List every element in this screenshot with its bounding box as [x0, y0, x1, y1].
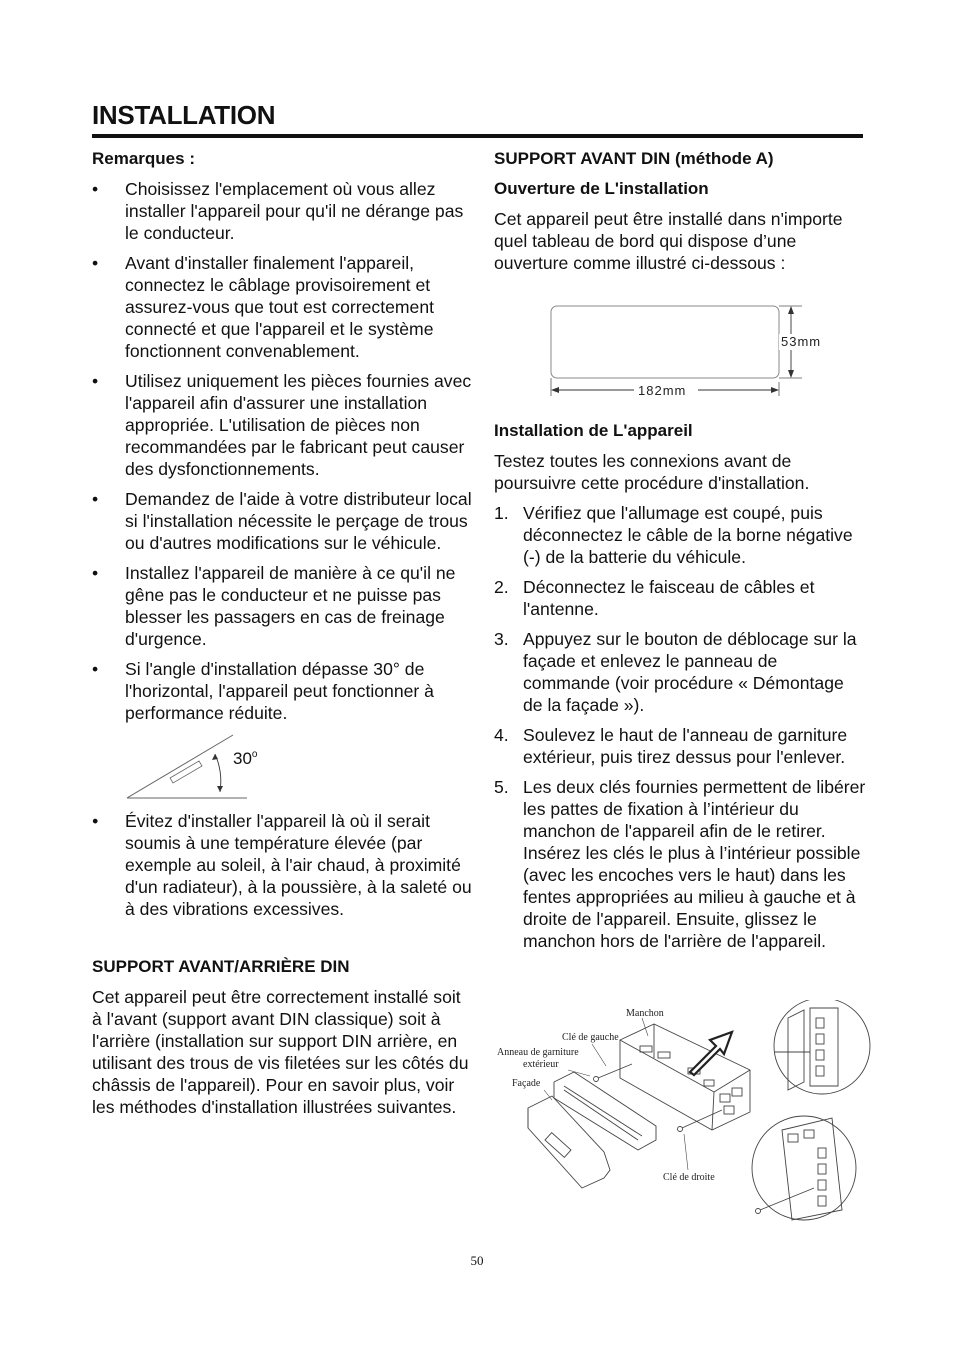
bullet-icon: •	[92, 489, 99, 509]
step-text: Soulevez le haut de l'anneau de garniture extérieur, puis tirez dessus pour l'enlever.	[523, 725, 848, 767]
bullet-text: Si l'angle d'installation dépasse 30° de l'horizontal, l'appareil peut fonctionner à performance réduite.	[125, 659, 434, 723]
device-shape	[170, 761, 202, 783]
right-column	[494, 148, 866, 960]
opening-text: Cet appareil peut être installé dans n'importe quel tableau de bord qui dispose d’une ouverture comme illustré ci-dessous :	[494, 209, 843, 273]
step-number: 4.	[494, 725, 509, 745]
label-manchon: Manchon	[626, 1008, 664, 1019]
facade-panel	[528, 1096, 610, 1188]
bullet-icon: •	[92, 563, 99, 583]
detail-circle-top	[774, 1000, 870, 1094]
list-item	[92, 810, 472, 920]
bullet-icon: •	[92, 811, 99, 831]
support-text: Cet appareil peut être correctement installé soit à l'avant (support avant DIN classique) soit à l'arrière (installation sur support DIN arrière, en utilisant des trous de vis filetées sur les côtés du châssis de l'appareil). Pour en savoir plus, voir les méthodes d'installation illustrées suivantes.	[92, 987, 469, 1117]
height-label: 53mm	[781, 334, 822, 349]
arrow-up-icon	[788, 306, 794, 314]
list-item	[494, 576, 866, 620]
step-text: Appuyez sur le bouton de déblocage sur la façade et enlevez le panneau de commande (voir procédure « Démontage de la façade »).	[523, 629, 857, 715]
detail-circle-bottom	[752, 1116, 856, 1220]
label-anneau-line1: Anneau de garniture	[497, 1047, 579, 1058]
list-item	[92, 488, 472, 554]
step-text: Les deux clés fournies permettent de libérer les pattes de fixation à l’intérieur du manchon de l'appareil afin de le retirer. Insérez les clés le plus à l’intérieur possible (avec les encoches vers le haut) dans les fentes appropriées au milieu à gauche et à droite de l'appareil. Ensuite, glissez le manchon hors de l'arrière de l'appareil.	[523, 777, 866, 951]
step-number: 3.	[494, 629, 509, 649]
arrow-right-icon	[771, 387, 779, 393]
install-steps	[494, 502, 866, 952]
bullet-icon: •	[92, 253, 99, 273]
list-item	[92, 252, 472, 362]
remarks-heading: Remarques :	[92, 149, 195, 168]
bullet-text: Avant d'installer finalement l'appareil, connectez le câblage provisoirement et assurez-vous que tout est correctement connecté et que l'appareil et le système fonctionnent convenablement.	[125, 253, 435, 361]
arrow-left-icon	[551, 387, 559, 393]
trim-ring	[554, 1072, 656, 1150]
label-facade: Façade	[512, 1078, 541, 1089]
install-intro: Testez toutes les connexions avant de poursuivre cette procédure d'installation.	[494, 451, 810, 493]
list-item	[92, 658, 472, 724]
label-cle-gauche: Clé de gauche	[562, 1032, 619, 1043]
opening-rectangle	[551, 306, 779, 378]
bullet-text: Évitez d'installer l'appareil là où il serait soumis à une température élevée (par exemple au soleil, à l'air chaud, à proximité d'un radiateur), à la poussière, à la saleté ou à des vibrations excessives.	[125, 811, 472, 919]
list-item	[92, 178, 472, 244]
left-key	[594, 1064, 633, 1082]
list-item	[494, 628, 866, 716]
label-anneau-line2: extérieur	[523, 1059, 559, 1070]
remarks-list-continued	[92, 810, 472, 920]
angle-line	[127, 735, 233, 798]
width-label: 182mm	[638, 383, 687, 398]
step-number: 2.	[494, 577, 509, 597]
step-text: Vérifiez que l'allumage est coupé, puis déconnectez le câble de la borne négative (-) de la batterie du véhicule.	[523, 503, 853, 567]
angle-label: 30$^o$	[233, 749, 258, 768]
left-column	[92, 148, 472, 1118]
bullet-text: Installez l'appareil de manière à ce qu'il ne gêne pas le conducteur et ne puisse pas blesser les passagers en cas de freinage d'urgence.	[125, 563, 456, 649]
list-item	[92, 562, 472, 650]
bullet-text: Demandez de l'aide à votre distributeur local si l'installation nécessite le perçage de trous ou d'autres modifications sur le véhicule.	[125, 489, 472, 553]
method-heading: SUPPORT AVANT DIN (méthode A)	[494, 149, 774, 168]
list-item	[494, 776, 866, 952]
install-heading: Installation de L'appareil	[494, 421, 693, 440]
sleeve	[620, 1024, 750, 1130]
arrow-down-icon	[217, 786, 223, 792]
bullet-icon: •	[92, 659, 99, 679]
list-item	[494, 502, 866, 568]
page-title: INSTALLATION	[92, 100, 276, 130]
opening-heading: Ouverture de L'installation	[494, 179, 709, 198]
pull-direction-arrow-icon	[690, 1032, 732, 1075]
list-item	[494, 724, 866, 768]
label-cle-droite: Clé de droite	[663, 1172, 715, 1183]
opening-dimension-diagram	[494, 290, 866, 400]
arrow-down-icon	[788, 370, 794, 378]
title-rule	[92, 134, 863, 138]
bullet-text: Choisissez l'emplacement où vous allez installer l'appareil pour qu'il ne dérange pas le conducteur.	[125, 179, 464, 243]
step-number: 5.	[494, 777, 509, 797]
installation-diagram	[492, 1000, 872, 1230]
list-item	[92, 370, 472, 480]
angle-diagram	[122, 732, 292, 804]
remarks-list	[92, 178, 472, 724]
page-number: 50	[470, 1253, 484, 1268]
bullet-icon: •	[92, 179, 99, 199]
support-heading: SUPPORT AVANT/ARRIÈRE DIN	[92, 957, 350, 976]
step-number: 1.	[494, 503, 509, 523]
bullet-text: Utilisez uniquement les pièces fournies avec l'appareil afin d'assurer une installation appropriée. L'utilisation de pièces non recommandées par le fabricant peut causer des dysfonctionnements.	[125, 371, 472, 479]
bullet-icon: •	[92, 371, 99, 391]
arrow-up-icon	[212, 754, 218, 760]
step-text: Déconnectez le faisceau de câbles et l'antenne.	[523, 577, 815, 619]
